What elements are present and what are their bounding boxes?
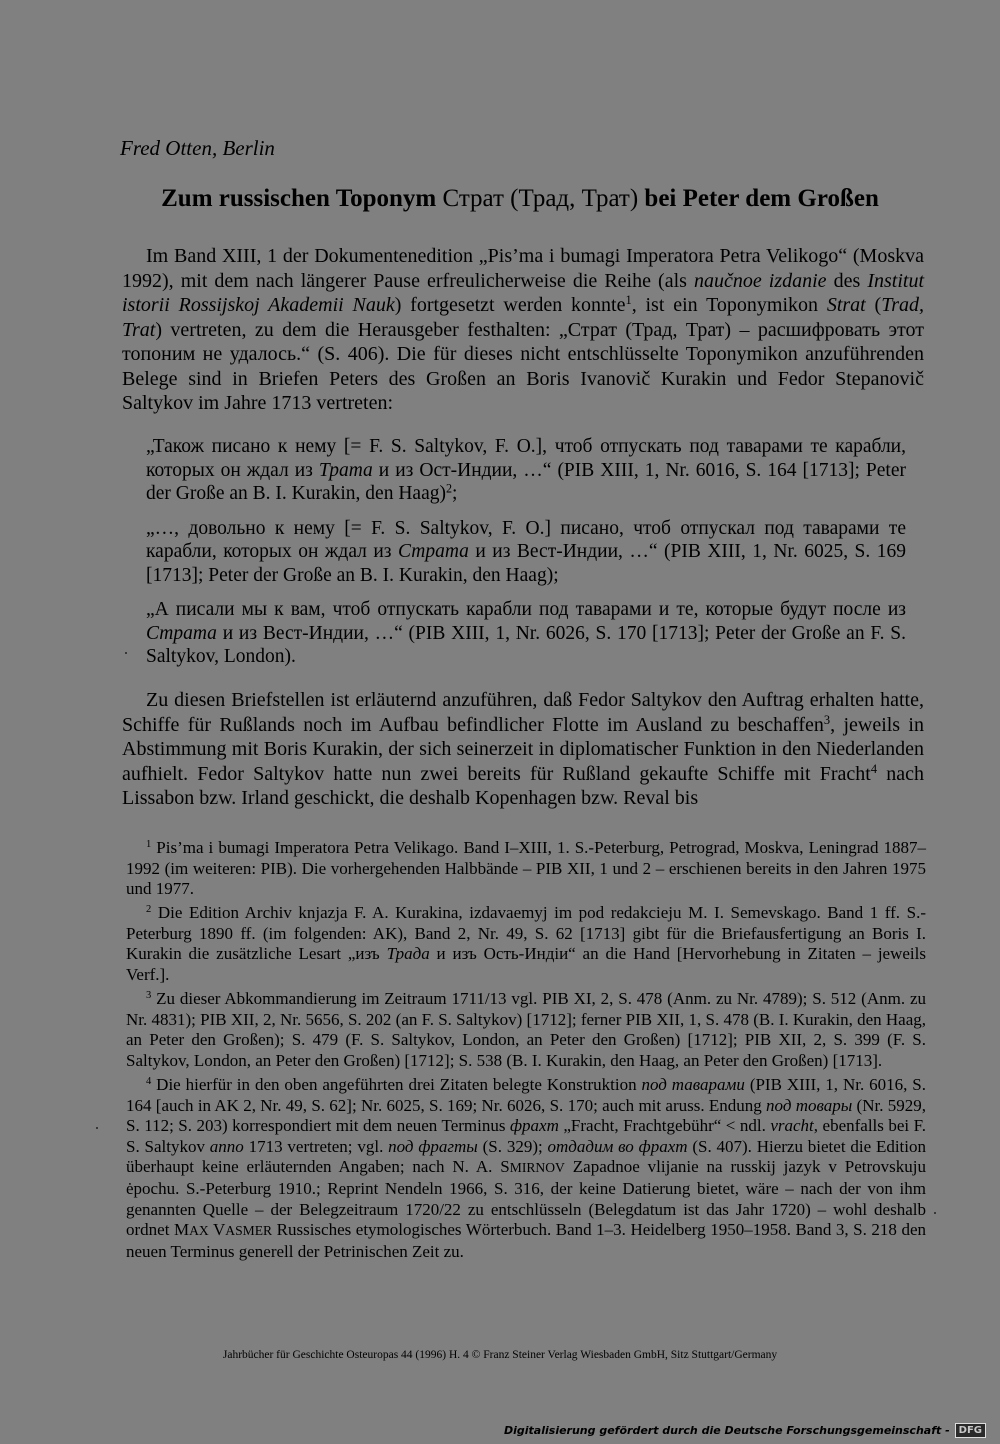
intro-paragraph: [122, 244, 924, 416]
title-part: Zum russischen Toponym: [161, 185, 443, 212]
text-run: и из Вест-Индии, …“ (PIB XIII, 1, Nr. 6025, S. 169 [1713]; Peter der Große an B. I. Kurakin, den Haag);: [146, 541, 906, 586]
dfg-logo: DFG: [955, 1423, 986, 1438]
text-run: V: [208, 1220, 226, 1240]
footnote-number: 1: [146, 839, 152, 851]
footnotes-block: [126, 838, 926, 1266]
footnote-number: 4: [146, 1076, 152, 1088]
text-run: 1713 vertreten; vgl.: [243, 1136, 389, 1156]
text-run: (S. 329);: [477, 1136, 548, 1156]
footnote-ref: 3: [823, 712, 831, 727]
scan-speck: [96, 1127, 98, 1129]
text-run-smallcaps: AX: [189, 1223, 209, 1239]
text-run: nach Lissabon bzw. Irland geschickt, die deshalb Kopenhagen bzw. Reval bis: [122, 762, 924, 809]
text-run-italic: отдадим во фрахт: [547, 1136, 688, 1156]
explanation-paragraph: [122, 688, 924, 811]
text-run: Zapadnoe vlijanie na russkij jazyk v Petrovskuju ėpochu. S.-Peterburg 1910.; Reprint Nendeln 1966, S. 316, der keine Datierung bietet, wäre – nach der von ihm genannten Quelle – der Belegzeitraum 1720/22 zu entschlüsseln (Belegdatum ist das Jahr 1720) – wohl deshalb ordnet M: [126, 1157, 926, 1240]
text-run-italic: naučnoe izdanie: [693, 269, 827, 292]
text-run-italic: Trad, Trat: [122, 294, 924, 341]
text-run-italic: Institut istorii Rossijskoj Akademii Nauk: [122, 269, 924, 316]
digitization-text: Digitalisierung gefördert durch die Deutsche Forschungsgemeinschaft -: [504, 1424, 950, 1437]
footnote-2: [126, 903, 926, 985]
text-run-italic: anno: [209, 1136, 244, 1156]
text-run: и из Вест-Индии, …“ (PIB XIII, 1, Nr. 6026, S. 170 [1713]; Peter der Große an F. S. Saltykov, London).: [146, 622, 906, 667]
footnote-number: 2: [146, 904, 152, 916]
text-run-italic: под товары: [766, 1095, 853, 1115]
title-toponym: Страт (Трад, Трат): [442, 185, 639, 212]
quotation-3: [146, 598, 906, 669]
text-run-italic: vracht: [770, 1116, 814, 1136]
text-run: „Fracht, Frachtgebühr“ < ndl.: [558, 1116, 771, 1136]
text-run: Russisches etymologisches Wörterbuch. Band 1–3. Heidelberg 1950–1958. Band 3, S. 218 den neuen Terminus generell der Petrinischen Zeit zu.: [126, 1220, 927, 1261]
text-run: , jeweils in Abstimmung mit Boris Kurakin, der sich seinerzeit in diplomatischer Funktion in den Niederlanden aufhielt. Fedor Saltykov hatte nun zwei bereits für Rußland gekaufte Schiffe mit Fracht: [122, 713, 924, 785]
text-run: Zu diesen Briefstellen ist erläuternd anzuführen, daß Fedor Saltykov den Auftrag erhalten hatte, Schiffe für Rußlands noch im Aufbau befindlicher Flotte im Ausland zu beschaffen: [122, 689, 924, 736]
text-run: Die Edition Archiv knjazja F. A. Kurakina, izdavaemyj im pod redakcieju M. I. Semevskago. Band 1 ff. S.-Peterburg 1890 ff. (im folgenden: AK), Band 2, Nr. 49, S. 62 [1713] gibt für die Briefausfertigung an Boris I. Kurakin die zusätzliche Lesart „изъ: [126, 903, 926, 964]
text-run-italic: Strat: [826, 294, 866, 316]
text-run-italic: фрахт: [509, 1116, 559, 1136]
text-run-italic: под таварами: [641, 1075, 745, 1095]
text-run: и изъ Ость-Индіи“ an die Hand [Hervorhebung in Zitaten – jeweils Verf.].: [126, 944, 926, 985]
text-run: Die hierfür in den oben angeführten drei Zitaten belegte Konstruktion: [151, 1075, 642, 1095]
article-title: [110, 185, 930, 213]
text-run: , ebenfalls bei F. S. Saltykov: [126, 1116, 926, 1156]
text-run: Pis’ma i bumagi Imperatora Petra Velikago. Band I–XIII, 1. S.-Peterburg, Petrograd, Moskva, Leningrad 1887–1992 (im weiteren: PIB). Die vorhergehenden Halbbände – PIB XII, 1 und 2 – erschienen bereits in den Jahren 1975 und 1977.: [126, 838, 926, 899]
quotations-block: [146, 435, 906, 680]
footnote-ref: 1: [625, 293, 632, 308]
text-run-italic: Трата: [318, 459, 373, 481]
text-run: , ist ein Toponymikon: [631, 294, 827, 316]
text-run-italic: Страта: [146, 622, 217, 644]
text-run: (: [865, 294, 882, 316]
text-run: ) vertreten, zu dem die Herausgeber festhalten: „Страт (Трад, Трат) – расшифровать этот топоним не удалось.“ (S. 406). Die für dieses nicht entschlüsselte Toponymikon anzuführenden Belege sind in Briefen Peters des Großen an Boris Ivanovič Kurakin und Fedor Stepanovič Saltykov im Jahre 1713 vertreten:: [122, 318, 924, 414]
text-run-smallcaps: MIRNOV: [509, 1160, 565, 1176]
title-part: bei Peter dem Großen: [638, 185, 879, 212]
quotation-2: [146, 517, 906, 588]
footnote-4: [126, 1075, 926, 1262]
text-run: „А писали мы к вам, чтоб отпускать карабли под таварами и те, которые будут после из: [146, 599, 906, 620]
author-line: Fred Otten, Berlin: [120, 136, 275, 160]
text-run-smallcaps: ASMER: [225, 1223, 273, 1239]
footnote-1: [126, 838, 926, 900]
text-run: ;: [452, 483, 458, 504]
quotation-1: [146, 435, 906, 506]
scan-speck: [125, 652, 127, 654]
digitization-credit: [504, 1423, 986, 1438]
text-run: (S. 407). Hierzu bietet die Edition überhaupt keine erläuternden Angaben; nach N. A. S: [126, 1136, 926, 1177]
text-run: (Nr. 5929, S. 112; S. 203) korrespondiert mit dem neuen Terminus: [126, 1095, 926, 1136]
footnote-number: 3: [146, 990, 152, 1002]
text-run: и из Ост-Индии, …“ (PIB XIII, 1, Nr. 6016, S. 164 [1713]; Peter der Große an B. I. Kurakin, den Haag): [146, 459, 906, 504]
text-run: „Також писано к нему [= F. S. Saltykov, F. O.], чтоб отпускать под таварами те карабли, которых он ждал из: [146, 436, 906, 481]
footnote-ref: 2: [445, 481, 453, 496]
footnote-ref: 4: [870, 761, 878, 776]
text-run-italic: Трада: [386, 944, 430, 964]
scan-speck: [934, 1212, 936, 1214]
text-run-italic: под фрагты: [388, 1136, 478, 1156]
footnote-3: [126, 989, 926, 1071]
journal-footer: Jahrbücher für Geschichte Osteuropas 44 (1996) H. 4 © Franz Steiner Verlag Wiesbaden GmbH, Sitz Stuttgart/Germany: [222, 1349, 778, 1361]
text-run: ) fortgesetzt werden konnte: [394, 294, 626, 316]
text-run: (PIB XIII, 1, Nr. 6016, S. 164 [auch in AK 2, Nr. 49, S. 62]; Nr. 6025, S. 169; Nr. 6026, S. 170; auch mit aruss. Endung: [126, 1075, 926, 1115]
text-run: Zu dieser Abkommandierung im Zeitraum 1711/13 vgl. PIB XI, 2, S. 478 (Anm. zu Nr. 4789); S. 512 (Anm. zu Nr. 4831); PIB XII, 2, Nr. 5656, S. 202 (an F. S. Saltykov) [1712]; ferner PIB XII, 1, S. 478 (B. I. Kurakin, den Haag, an Peter den Großen); S. 479 (F. S. Saltykov, London, an Peter den Großen) [1712]; PIB XII, 2, S. 399 (F. S. Saltykov, London, an Peter den Großen) [1712]; S. 538 (B. I. Kurakin, den Haag, an Peter den Großen) [1713].: [126, 989, 926, 1070]
text-run: „…, довольно к нему [= F. S. Saltykov, F. O.] писано, чтоб отпускал под таварами те карабли, которых он ждал из: [146, 517, 906, 562]
text-run: des: [826, 269, 868, 292]
text-run-italic: Страта: [397, 541, 469, 562]
text-run: Im Band XIII, 1 der Dokumentenedition „Pis’ma i bumagi Imperatora Petra Velikogo“ (Moskva 1992), mit dem nach längerer Pause erfreulicherweise die Reihe (als: [122, 245, 924, 292]
